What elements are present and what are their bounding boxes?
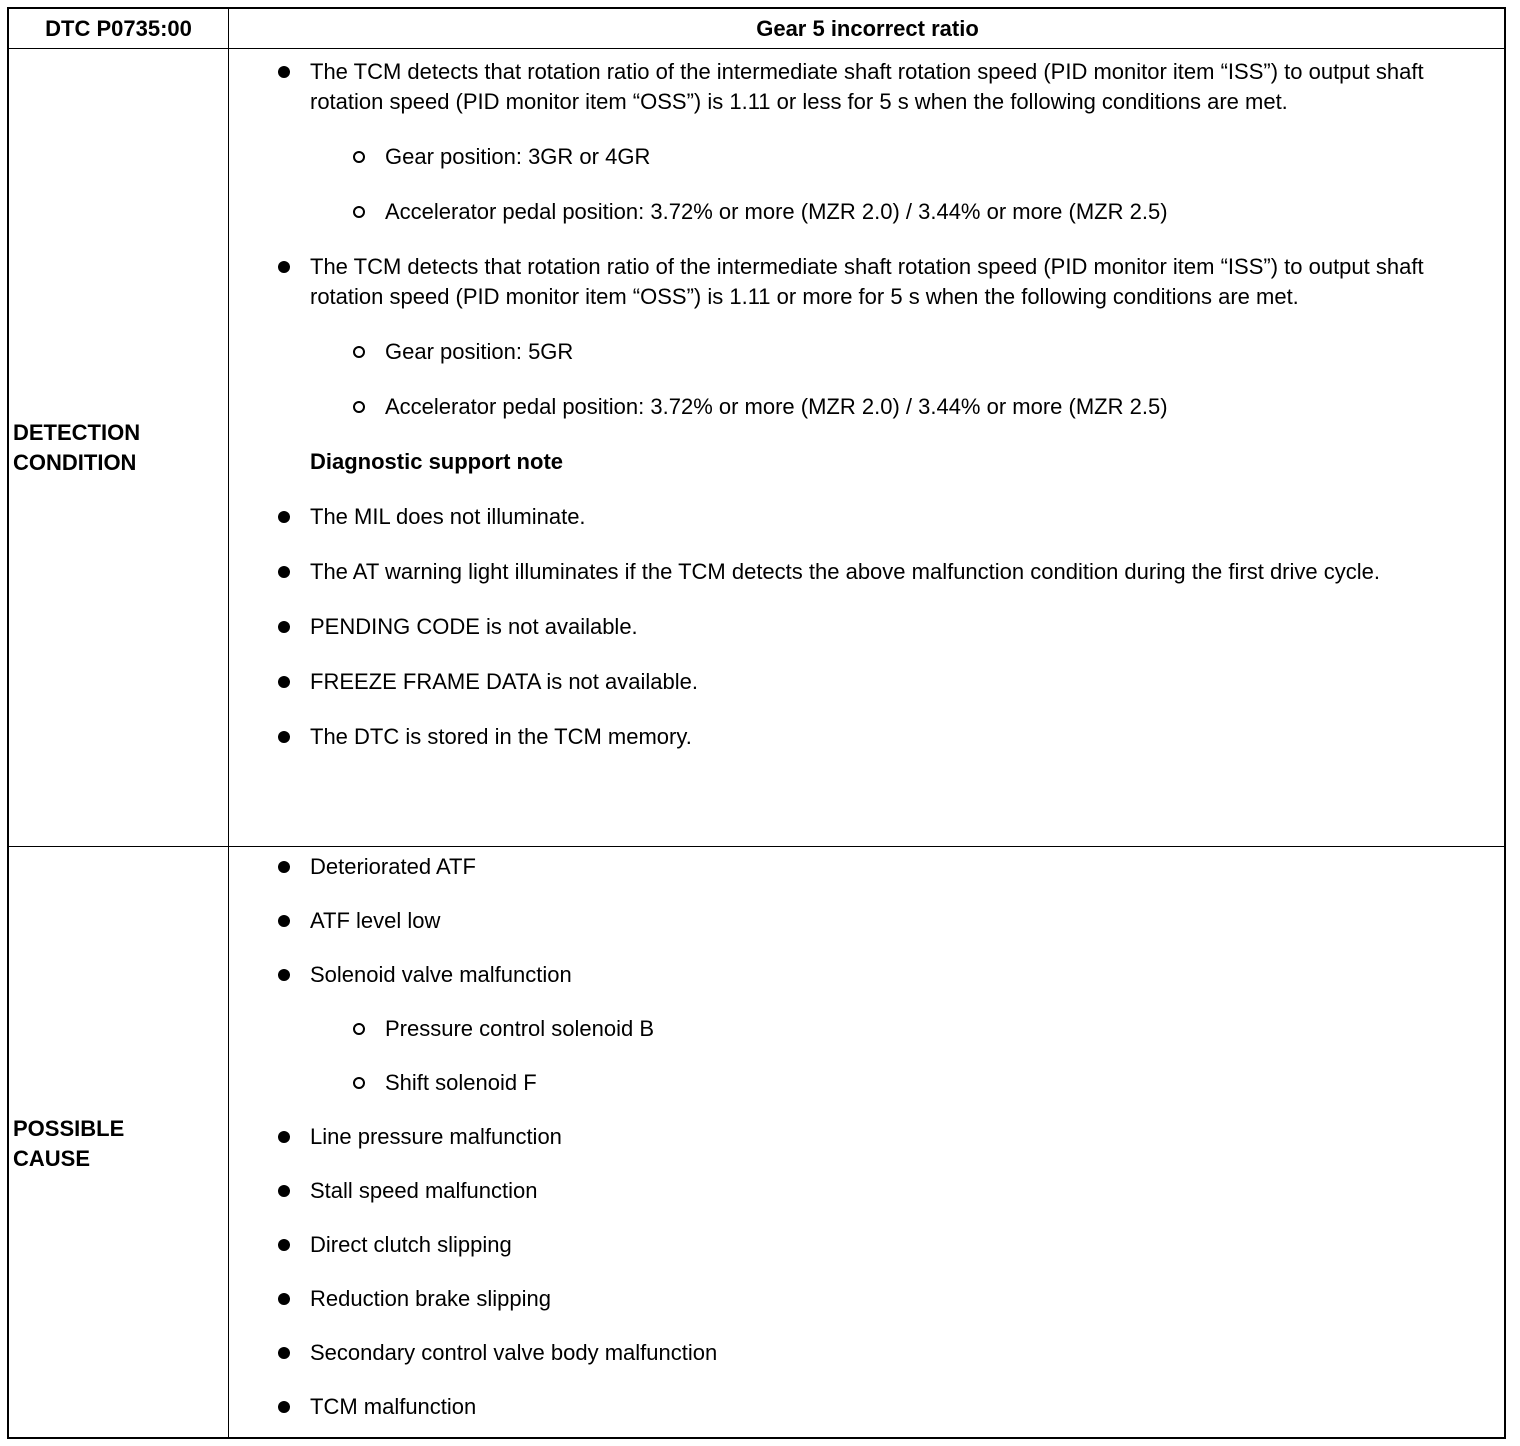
hollow-bullet-icon — [353, 1077, 365, 1089]
bullet-icon — [278, 1131, 290, 1143]
bullet-icon — [278, 261, 290, 273]
bullet-icon — [278, 731, 290, 743]
label-line: DETECTION — [13, 420, 141, 445]
bullet-icon — [278, 1185, 290, 1197]
item-text: Diagnostic support note — [310, 449, 563, 474]
dtc-title: Gear 5 incorrect ratio — [756, 16, 979, 41]
list-item — [229, 852, 1499, 882]
item-text: FREEZE FRAME DATA is not available. — [310, 669, 698, 694]
bullet-icon — [278, 1293, 290, 1305]
item-text: Gear position: 5GR — [385, 339, 574, 364]
item-text: Reduction brake slipping — [310, 1286, 551, 1311]
list-item — [229, 1122, 1499, 1152]
label-line: CAUSE — [13, 1146, 91, 1171]
label-line: POSSIBLE — [13, 1116, 125, 1141]
dtc-table — [7, 7, 1506, 1439]
item-text: ATF level low — [310, 908, 441, 933]
detection-condition-cell — [229, 57, 1499, 752]
bullet-icon — [278, 1239, 290, 1251]
item-text: Gear position: 3GR or 4GR — [385, 144, 651, 169]
item-text: Deteriorated ATF — [310, 854, 476, 879]
hollow-bullet-icon — [353, 206, 365, 218]
item-text: Secondary control valve body malfunction — [310, 1340, 718, 1365]
bullet-icon — [278, 621, 290, 633]
list-item — [229, 906, 1499, 936]
item-text: Shift solenoid F — [385, 1070, 537, 1095]
item-text: Stall speed malfunction — [310, 1178, 538, 1203]
item-text: The MIL does not illuminate. — [310, 504, 586, 529]
sub-list-item — [229, 1014, 1499, 1044]
sub-list-item — [229, 197, 1499, 227]
hollow-bullet-icon — [353, 151, 365, 163]
item-text: The TCM detects that rotation ratio of the intermediate shaft rotation speed (PID monitor item “ISS”) to output shaft rotation speed (PID monitor item “OSS”) is 1.11 or more for 5 s when the following conditions are met. — [310, 254, 1424, 309]
list-item — [229, 1284, 1499, 1314]
bullet-icon — [278, 566, 290, 578]
item-text: The TCM detects that rotation ratio of the intermediate shaft rotation speed (PID monitor item “ISS”) to output shaft rotation speed (PID monitor item “OSS”) is 1.11 or less for 5 s when the following conditions are met. — [310, 59, 1424, 114]
list-item — [229, 557, 1499, 587]
list-item — [229, 1176, 1499, 1206]
possible-cause-cell — [229, 852, 1499, 1422]
detection-condition-label — [13, 418, 223, 478]
list-item — [229, 1230, 1499, 1260]
bullet-icon — [278, 511, 290, 523]
item-text: Line pressure malfunction — [310, 1124, 562, 1149]
bullet-icon — [278, 1347, 290, 1359]
hollow-bullet-icon — [353, 1023, 365, 1035]
list-item — [229, 722, 1499, 752]
hollow-bullet-icon — [353, 401, 365, 413]
item-text: Accelerator pedal position: 3.72% or more (MZR 2.0) / 3.44% or more (MZR 2.5) — [385, 394, 1168, 419]
list-item — [229, 57, 1499, 117]
note-heading — [229, 447, 1499, 477]
sub-list-item — [229, 1068, 1499, 1098]
list-item — [229, 1392, 1499, 1422]
sub-list-item — [229, 392, 1499, 422]
hollow-bullet-icon — [353, 346, 365, 358]
list-item — [229, 502, 1499, 532]
item-text: The DTC is stored in the TCM memory. — [310, 724, 692, 749]
bullet-icon — [278, 66, 290, 78]
row-divider-cause — [9, 846, 1504, 847]
sub-list-item — [229, 337, 1499, 367]
bullet-icon — [278, 1401, 290, 1413]
list-item — [229, 1338, 1499, 1368]
bullet-icon — [278, 915, 290, 927]
list-item — [229, 960, 1499, 990]
bullet-icon — [278, 969, 290, 981]
item-text: Solenoid valve malfunction — [310, 962, 572, 987]
list-item — [229, 252, 1499, 312]
item-text: Direct clutch slipping — [310, 1232, 512, 1257]
item-text: Accelerator pedal position: 3.72% or more (MZR 2.0) / 3.44% or more (MZR 2.5) — [385, 199, 1168, 224]
possible-cause-label — [13, 1114, 223, 1174]
item-text: TCM malfunction — [310, 1394, 477, 1419]
list-item — [229, 667, 1499, 697]
bullet-icon — [278, 676, 290, 688]
item-text: The AT warning light illuminates if the TCM detects the above malfunction condition during the first drive cycle. — [310, 559, 1380, 584]
item-text: Pressure control solenoid B — [385, 1016, 655, 1041]
bullet-icon — [278, 861, 290, 873]
item-text: PENDING CODE is not available. — [310, 614, 638, 639]
list-item — [229, 612, 1499, 642]
sub-list-item — [229, 142, 1499, 172]
label-line: CONDITION — [13, 450, 137, 475]
dtc-code: DTC P0735:00 — [45, 16, 192, 41]
row-divider-header — [9, 48, 1504, 49]
